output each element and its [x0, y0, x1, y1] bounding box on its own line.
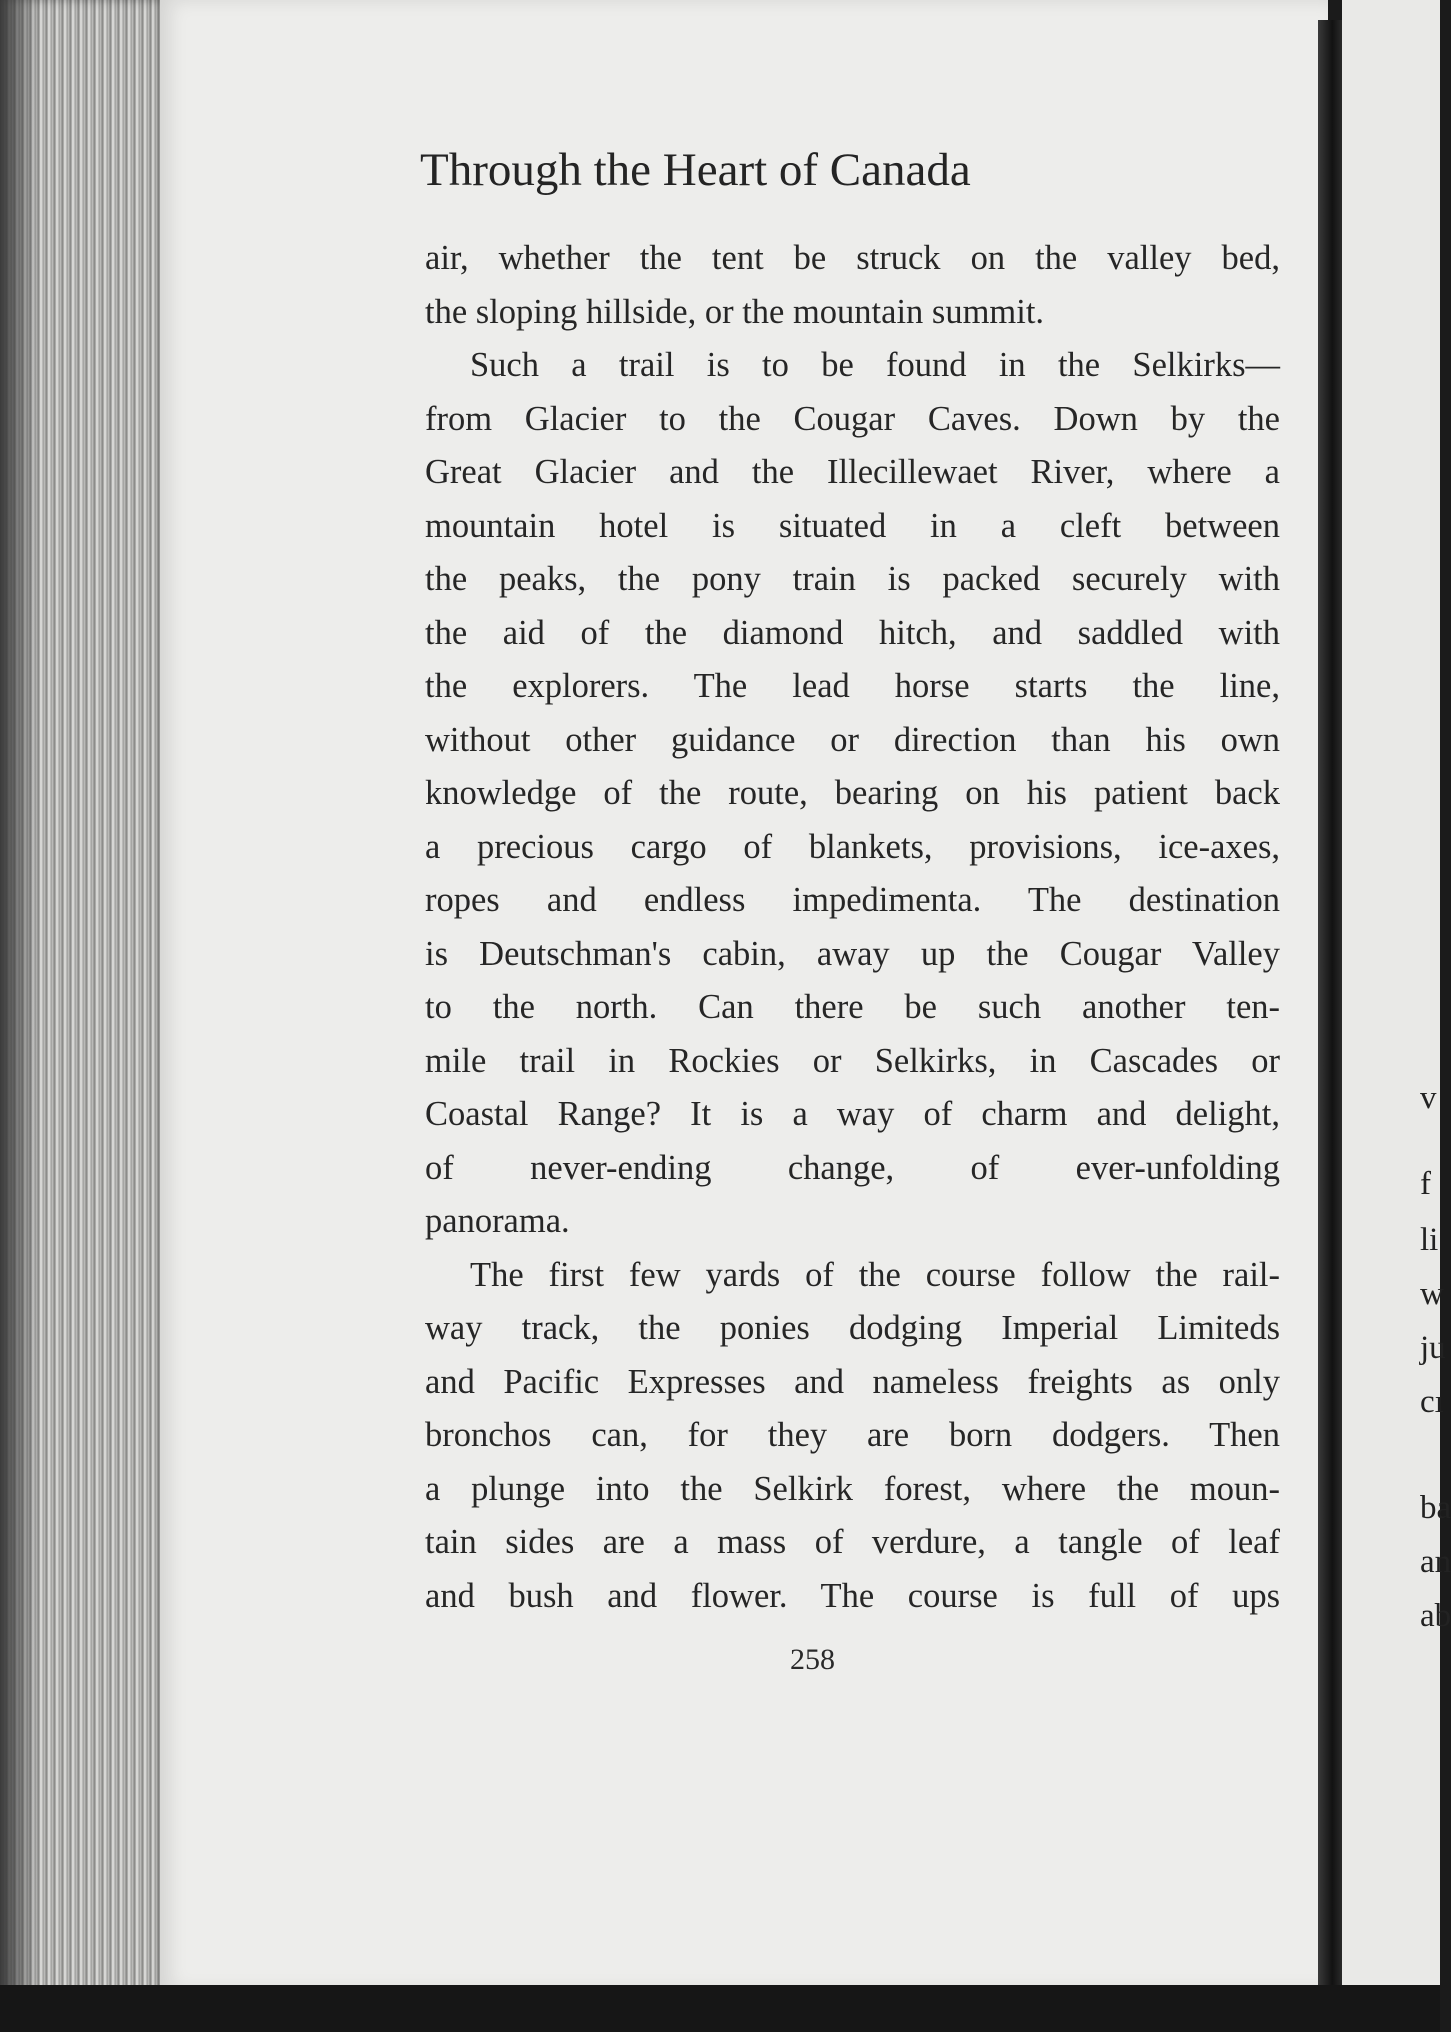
text-line: from Glacier to the Cougar Caves. Down by the — [425, 399, 1280, 438]
facing-text-fragment: cı — [1420, 1384, 1444, 1420]
text-line: the peaks, the pony train is packed securely with — [425, 560, 1280, 598]
page-number: 258 — [790, 1643, 835, 1676]
text-line: mile trail in Rockies or Selkirks, in Cascades or — [425, 1041, 1280, 1080]
text-line: and Pacific Expresses and nameless freights as only — [425, 1362, 1280, 1401]
facing-text-fragment: ba — [1420, 1490, 1451, 1526]
text-line: panorama. — [425, 1202, 570, 1240]
facing-text-fragment: li — [1420, 1222, 1439, 1258]
text-line: Great Glacier and the Illecillewaet River, where a — [425, 453, 1280, 491]
text-line: knowledge of the route, bearing on his patient back — [425, 774, 1280, 812]
bottom-edge — [0, 1985, 1440, 2032]
page-edges-stack — [0, 0, 168, 2032]
facing-text-fragment: f — [1420, 1166, 1431, 1202]
text-line: is Deutschman's cabin, away up the Cougar Valley — [425, 934, 1280, 973]
facing-text-fragment: v — [1420, 1080, 1437, 1116]
book-gutter — [1318, 20, 1342, 1992]
facing-page — [1342, 0, 1440, 1990]
text-line: tain sides are a mass of verdure, a tangle of leaf — [425, 1523, 1280, 1561]
text-line: of never-ending change, of ever-unfolding — [425, 1148, 1280, 1187]
text-line: mountain hotel is situated in a cleft between — [425, 506, 1280, 545]
text-line: air, whether the tent be struck on the valley bed, — [425, 239, 1280, 277]
text-line: without other guidance or direction than his own — [425, 720, 1280, 759]
running-head: Through the Heart of Canada — [420, 144, 971, 196]
text-line: bronchos can, for they are born dodgers. Then — [425, 1416, 1280, 1454]
text-line: the explorers. The lead horse starts the line, — [425, 667, 1280, 705]
text-line: a plunge into the Selkirk forest, where the moun- — [425, 1469, 1280, 1508]
facing-text-fragment: w — [1420, 1276, 1444, 1312]
text-line: The first few yards of the course follow the rail- — [470, 1255, 1280, 1294]
facing-text-fragment: an — [1420, 1544, 1451, 1580]
text-line: Coastal Range? It is a way of charm and delight, — [425, 1095, 1280, 1133]
text-line: way track, the ponies dodging Imperial Limiteds — [425, 1309, 1280, 1347]
text-line: and bush and flower. The course is full of ups — [425, 1576, 1280, 1615]
text-line: ropes and endless impedimenta. The destination — [425, 881, 1280, 919]
text-line: a precious cargo of blankets, provisions, ice-axes, — [425, 827, 1280, 866]
body-text — [425, 232, 1280, 1623]
facing-text-fragment: ju — [1420, 1330, 1446, 1366]
text-line: to the north. Can there be such another ten- — [425, 988, 1280, 1026]
text-line: the sloping hillside, or the mountain summit. — [425, 292, 1045, 331]
facing-text-fragment: ab — [1420, 1598, 1451, 1634]
text-line: Such a trail is to be found in the Selkirks— — [470, 346, 1280, 384]
text-line: the aid of the diamond hitch, and saddled with — [425, 613, 1280, 652]
